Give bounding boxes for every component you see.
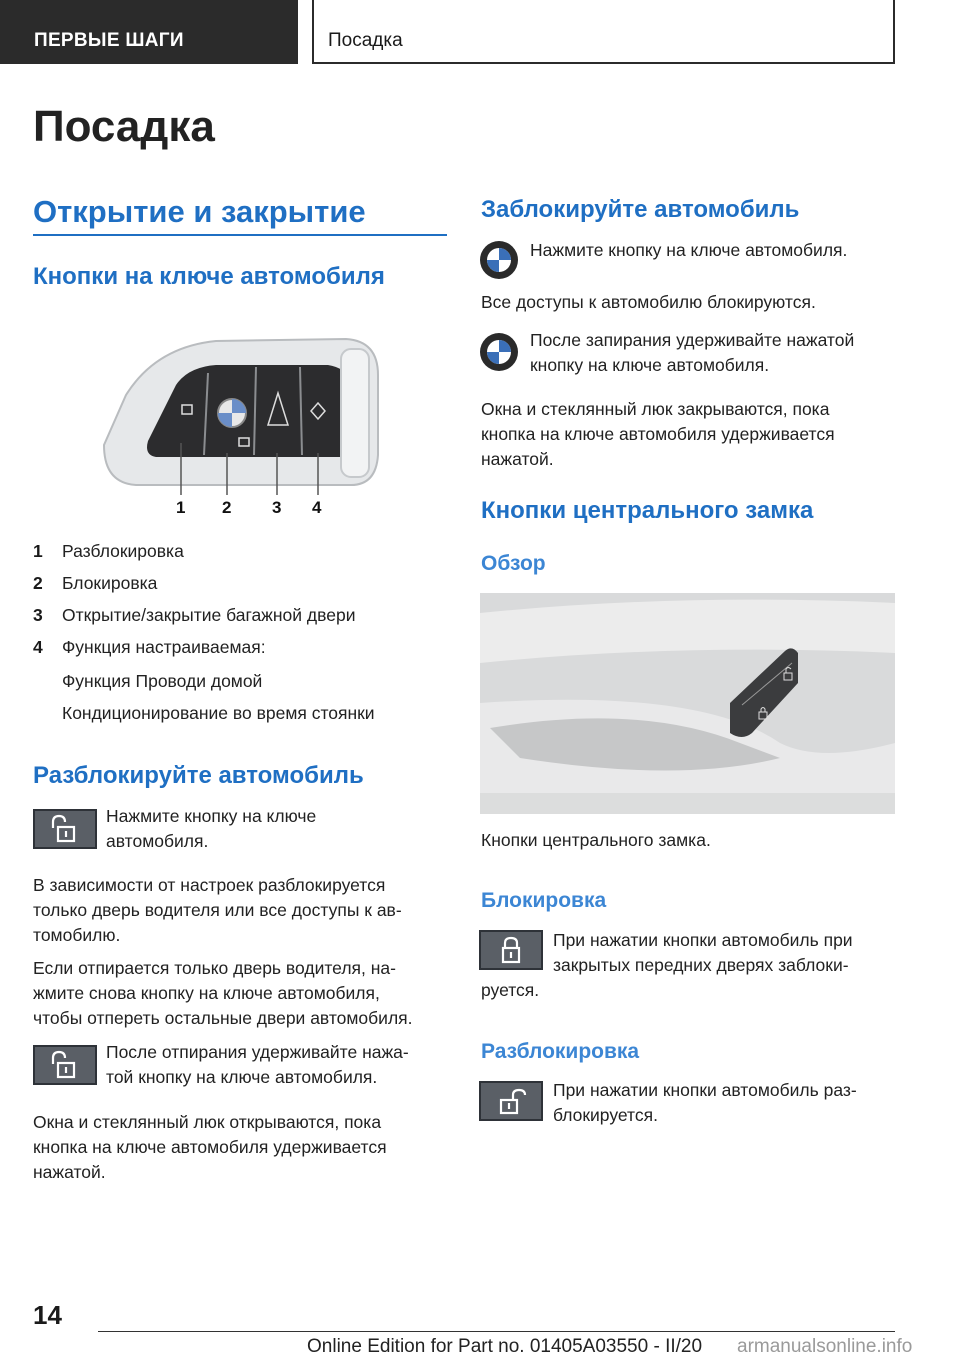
lock-para1: Все доступы к автомобилю блокируются. — [481, 292, 816, 312]
overview-heading: Обзор — [481, 552, 546, 575]
lock-para2-line2: кнопка на ключе автомобиля удерживается — [481, 424, 835, 444]
unlock-text-line1: При нажатии кнопки автомобиль раз- — [553, 1080, 857, 1100]
unlock-para2-line2: жмите снова кнопку на ключе автомобиля, — [33, 983, 380, 1003]
unlock-para1-line1: В зависимости от настроек разблокируется — [33, 875, 386, 895]
unlock-instruction-line2: автомобиля. — [106, 831, 209, 851]
callout-4: 4 — [312, 498, 322, 517]
page-title: Посадка — [33, 102, 215, 151]
heading-rule — [33, 234, 447, 236]
bmw-logo-icon-hold — [479, 332, 519, 372]
callout-2: 2 — [222, 498, 232, 517]
unlock-hold-line1: После отпирания удерживайте нажа- — [106, 1042, 409, 1062]
unlock-hold-line2: той кнопку на ключе автомобиля. — [106, 1067, 378, 1087]
bmw-logo-icon — [479, 240, 519, 280]
key-fob-illustration — [96, 335, 396, 520]
central-lock-caption: Кнопки центрального замка. — [481, 830, 711, 850]
lock-para2-line1: Окна и стеклянный люк закрываются, пока — [481, 399, 830, 419]
lock-heading: Заблокируйте автомобиль — [481, 196, 800, 223]
lock-hold-line2: кнопку на ключе автомобиля. — [530, 355, 770, 375]
central-lock-heading: Кнопки центрального замка — [481, 497, 814, 524]
lock-para2-line3: нажатой. — [481, 449, 554, 469]
unlock-hold-button-icon — [33, 1045, 97, 1085]
unlock-para1-line2: только дверь водителя или все доступы к ав- — [33, 900, 402, 920]
lock-subheading: Блокировка — [481, 889, 607, 912]
unlock-para3-line2: кнопка на ключе автомобиля удерживается — [33, 1137, 387, 1157]
lock-text-line1: При нажатии кнопки автомобиль при — [553, 930, 853, 950]
lock-text-line3: руется. — [481, 980, 540, 1000]
footer-rule — [98, 1331, 895, 1332]
list-num-2: 2 — [33, 573, 43, 593]
lock-button-icon — [479, 930, 543, 970]
footer-edition: Online Edition for Part no. 01405A03550 - II/20 — [307, 1336, 703, 1357]
unlock-button-icon — [33, 809, 97, 849]
central-lock-door-illustration — [480, 593, 895, 814]
lock-text-line2: закрытых передних дверях заблоки- — [553, 955, 849, 975]
unlock-para3-line1: Окна и стеклянный люк открываются, пока — [33, 1112, 382, 1132]
unlock-para2-line1: Если отпирается только дверь водителя, на- — [33, 958, 396, 978]
list-num-3: 3 — [33, 605, 43, 625]
list-item-3: Открытие/закрытие багажной двери — [62, 605, 356, 625]
central-unlock-button-icon — [479, 1081, 543, 1121]
list-sub-item-1: Функция Проводи домой — [62, 671, 263, 691]
list-item-2: Блокировка — [62, 573, 158, 593]
footer-watermark: armanualsonline.info — [737, 1336, 913, 1357]
unlock-para3-line3: нажатой. — [33, 1162, 106, 1182]
page-number: 14 — [33, 1300, 62, 1330]
list-num-4: 4 — [33, 637, 43, 657]
callout-1: 1 — [176, 498, 186, 517]
header-section: ПЕРВЫЕ ШАГИ — [0, 0, 298, 64]
unlock-heading: Разблокируйте автомобиль — [33, 762, 364, 789]
unlock-para1-line3: томобилю. — [33, 925, 121, 945]
unlock-instruction-line1: Нажмите кнопку на ключе — [106, 806, 317, 826]
unlock-text-line2: блокируется. — [553, 1105, 658, 1125]
section-heading-open-close: Открытие и закрытие — [33, 194, 366, 229]
header-chapter: Посадка — [312, 0, 895, 64]
callout-3: 3 — [272, 498, 282, 517]
list-item-1: Разблокировка — [62, 541, 184, 561]
list-item-4: Функция настраиваемая: — [62, 637, 266, 657]
list-num-1: 1 — [33, 541, 43, 561]
subheading-key-buttons: Кнопки на ключе автомобиля — [33, 263, 385, 290]
lock-hold-line1: После запирания удерживайте нажатой — [530, 330, 855, 350]
lock-instruction: Нажмите кнопку на ключе автомобиля. — [530, 240, 848, 260]
unlock-subheading: Разблокировка — [481, 1040, 640, 1063]
list-sub-item-2: Кондиционирование во время стоянки — [62, 703, 375, 723]
unlock-para2-line3: чтобы отпереть остальные двери автомобиля. — [33, 1008, 413, 1028]
